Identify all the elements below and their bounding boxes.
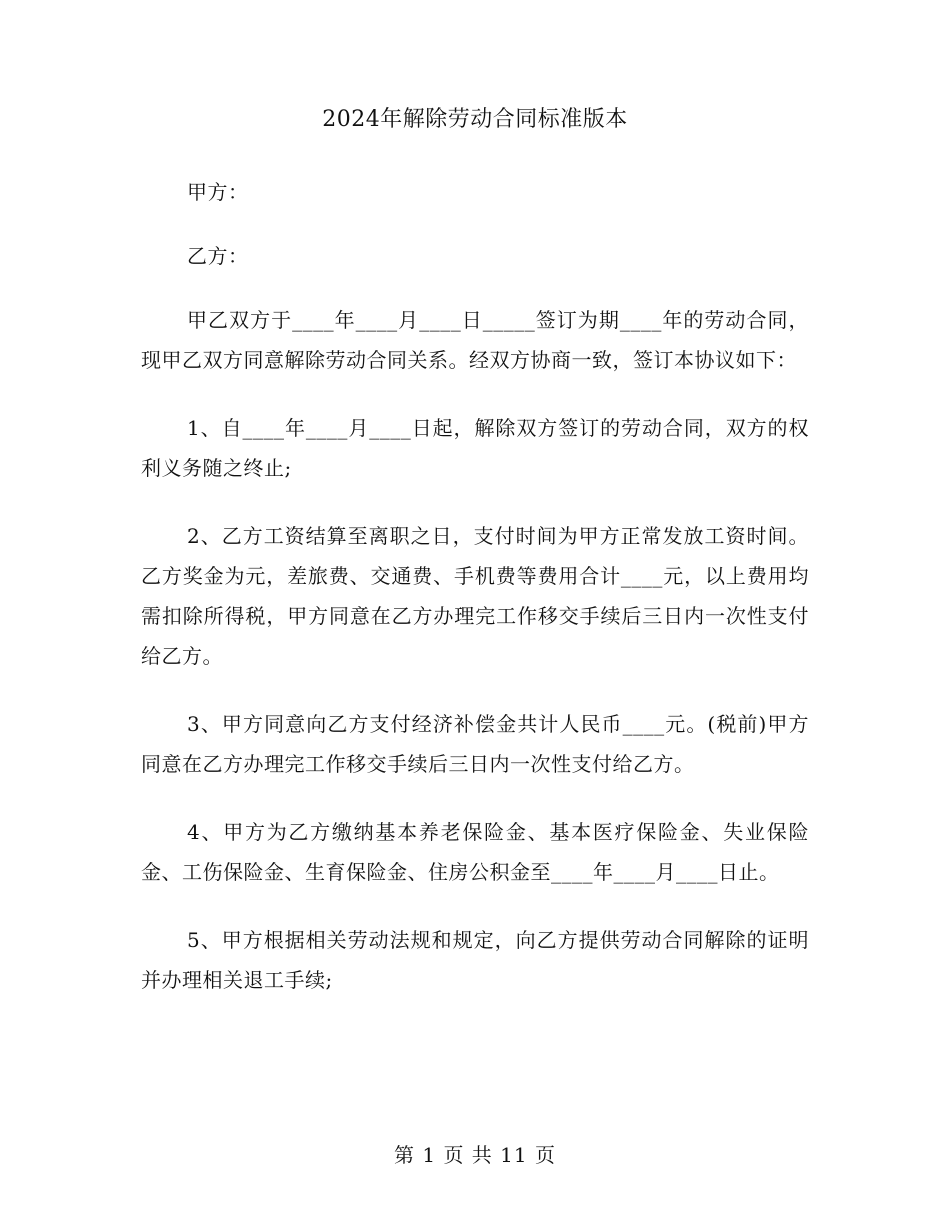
page-number-footer: 第 1 页 共 11 页 [394, 1143, 556, 1167]
clause-5: 5、甲方根据相关劳动法规和规定，向乙方提供劳动合同解除的证明并办理相关退工手续; [141, 928, 809, 992]
intro-paragraph: 甲乙双方于____年____月____日_____签订为期____年的劳动合同，现甲乙双方同意解除劳动合同关系。经双方协商一致，签订本协议如下： [141, 308, 809, 372]
clause-2: 2、乙方工资结算至离职之日，支付时间为甲方正常发放工资时间。乙方奖金为元，差旅费、交通费、手机费等费用合计____元，以上费用均需扣除所得税，甲方同意在乙方办理完工作移交手续后三日内一次性支付给乙方。 [141, 524, 809, 668]
document-body [141, 172, 809, 1028]
clause-4: 4、甲方为乙方缴纳基本养老保险金、基本医疗保险金、失业保险金、工伤保险金、生育保险金、住房公积金至____年____月____日止。 [141, 820, 809, 884]
party-b-label: 乙方： [187, 244, 249, 268]
clause-1: 1、自____年____月____日起，解除双方签订的劳动合同，双方的权利义务随之终止; [141, 416, 809, 480]
clause-3: 3、甲方同意向乙方支付经济补偿金共计人民币____元。(税前)甲方同意在乙方办理完工作移交手续后三日内一次性支付给乙方。 [141, 712, 809, 776]
party-a-label: 甲方： [187, 180, 249, 204]
document-title: 2024年解除劳动合同标准版本 [322, 107, 628, 132]
